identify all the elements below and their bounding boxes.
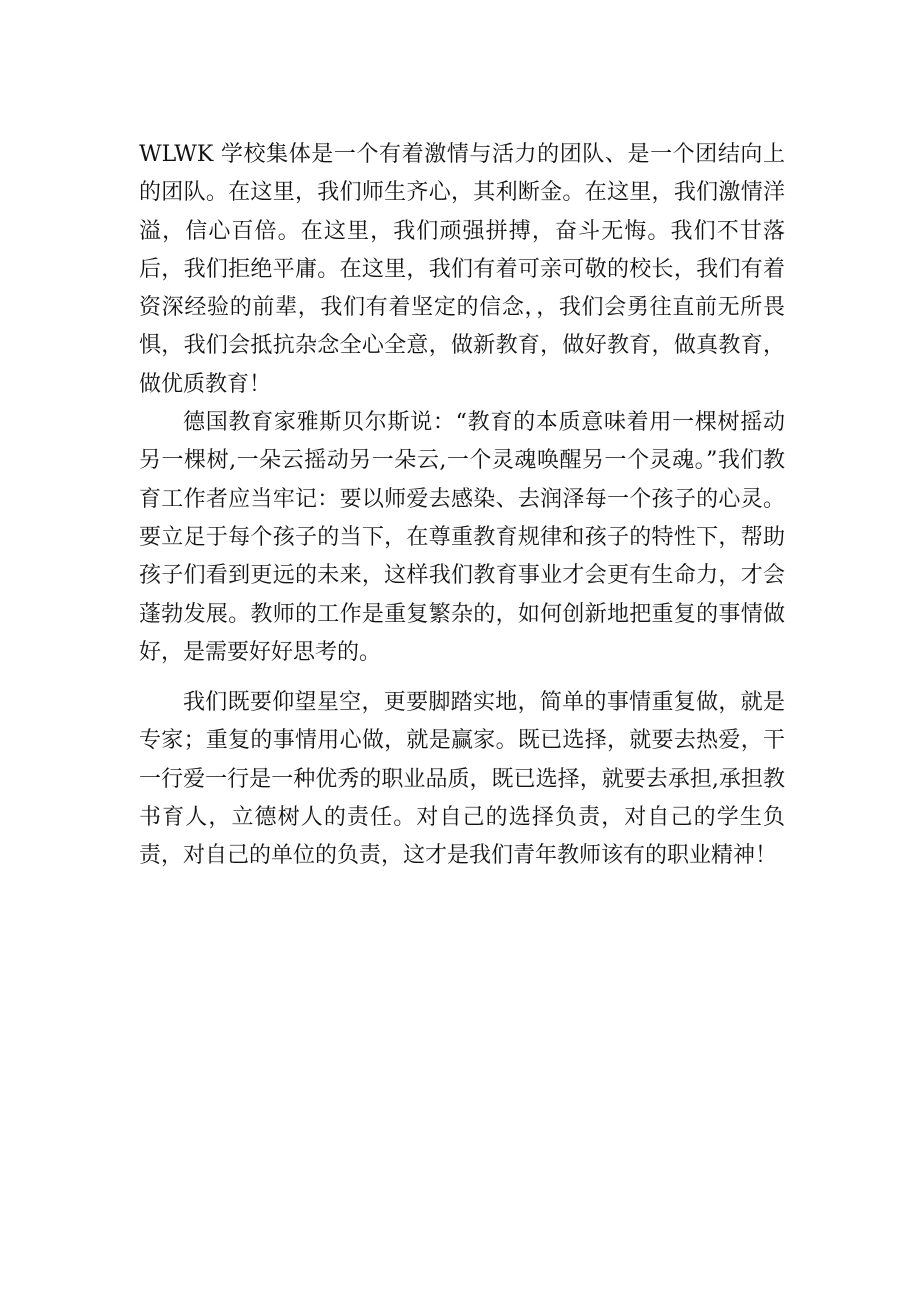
document-body <box>139 136 785 876</box>
paragraph-3: 我们既要仰望星空，更要脚踏实地，简单的事情重复做，就是专家；重复的事情用心做，就是赢家。既已选择，就要去热爱，干一行爱一行是一种优秀的职业品质，既已选择，就要去承担,承担教书育人，立德树人的责任。对自己的选择负责，对自己的学生负责，对自己的单位的负责，这才是我们青年教师该有的职业精神！ <box>139 690 785 869</box>
paragraph-1: WLWK 学校集体是一个有着激情与活力的团队、是一个团结向上的团队。在这里，我们师生齐心，其利断金。在这里，我们激情洋溢，信心百倍。在这里，我们顽强拼搏，奋斗无悔。我们不甘落后，我们拒绝平庸。在这里，我们有着可亲可敬的校长，我们有着资深经验的前辈，我们有着坚定的信念，，我们会勇往直前无所畏惧，我们会抵抗杂念全心全意，做新教育，做好教育，做真教育，做优质教育！ <box>139 142 785 397</box>
paragraph-2: 德国教育家雅斯贝尔斯说：“教育的本质意味着用一棵树摇动另一棵树,一朵云摇动另一朵云,一个灵魂唤醒另一个灵魂。”我们教育工作者应当牢记：要以师爱去感染、去润泽每一个孩子的心灵。要立足于每个孩子的当下，在尊重教育规律和孩子的特性下，帮助孩子们看到更远的未来，这样我们教育事业才会更有生命力，才会蓬勃发展。教师的工作是重复繁杂的，如何创新地把重复的事情做好，是需要好好思考的。 <box>139 410 785 665</box>
